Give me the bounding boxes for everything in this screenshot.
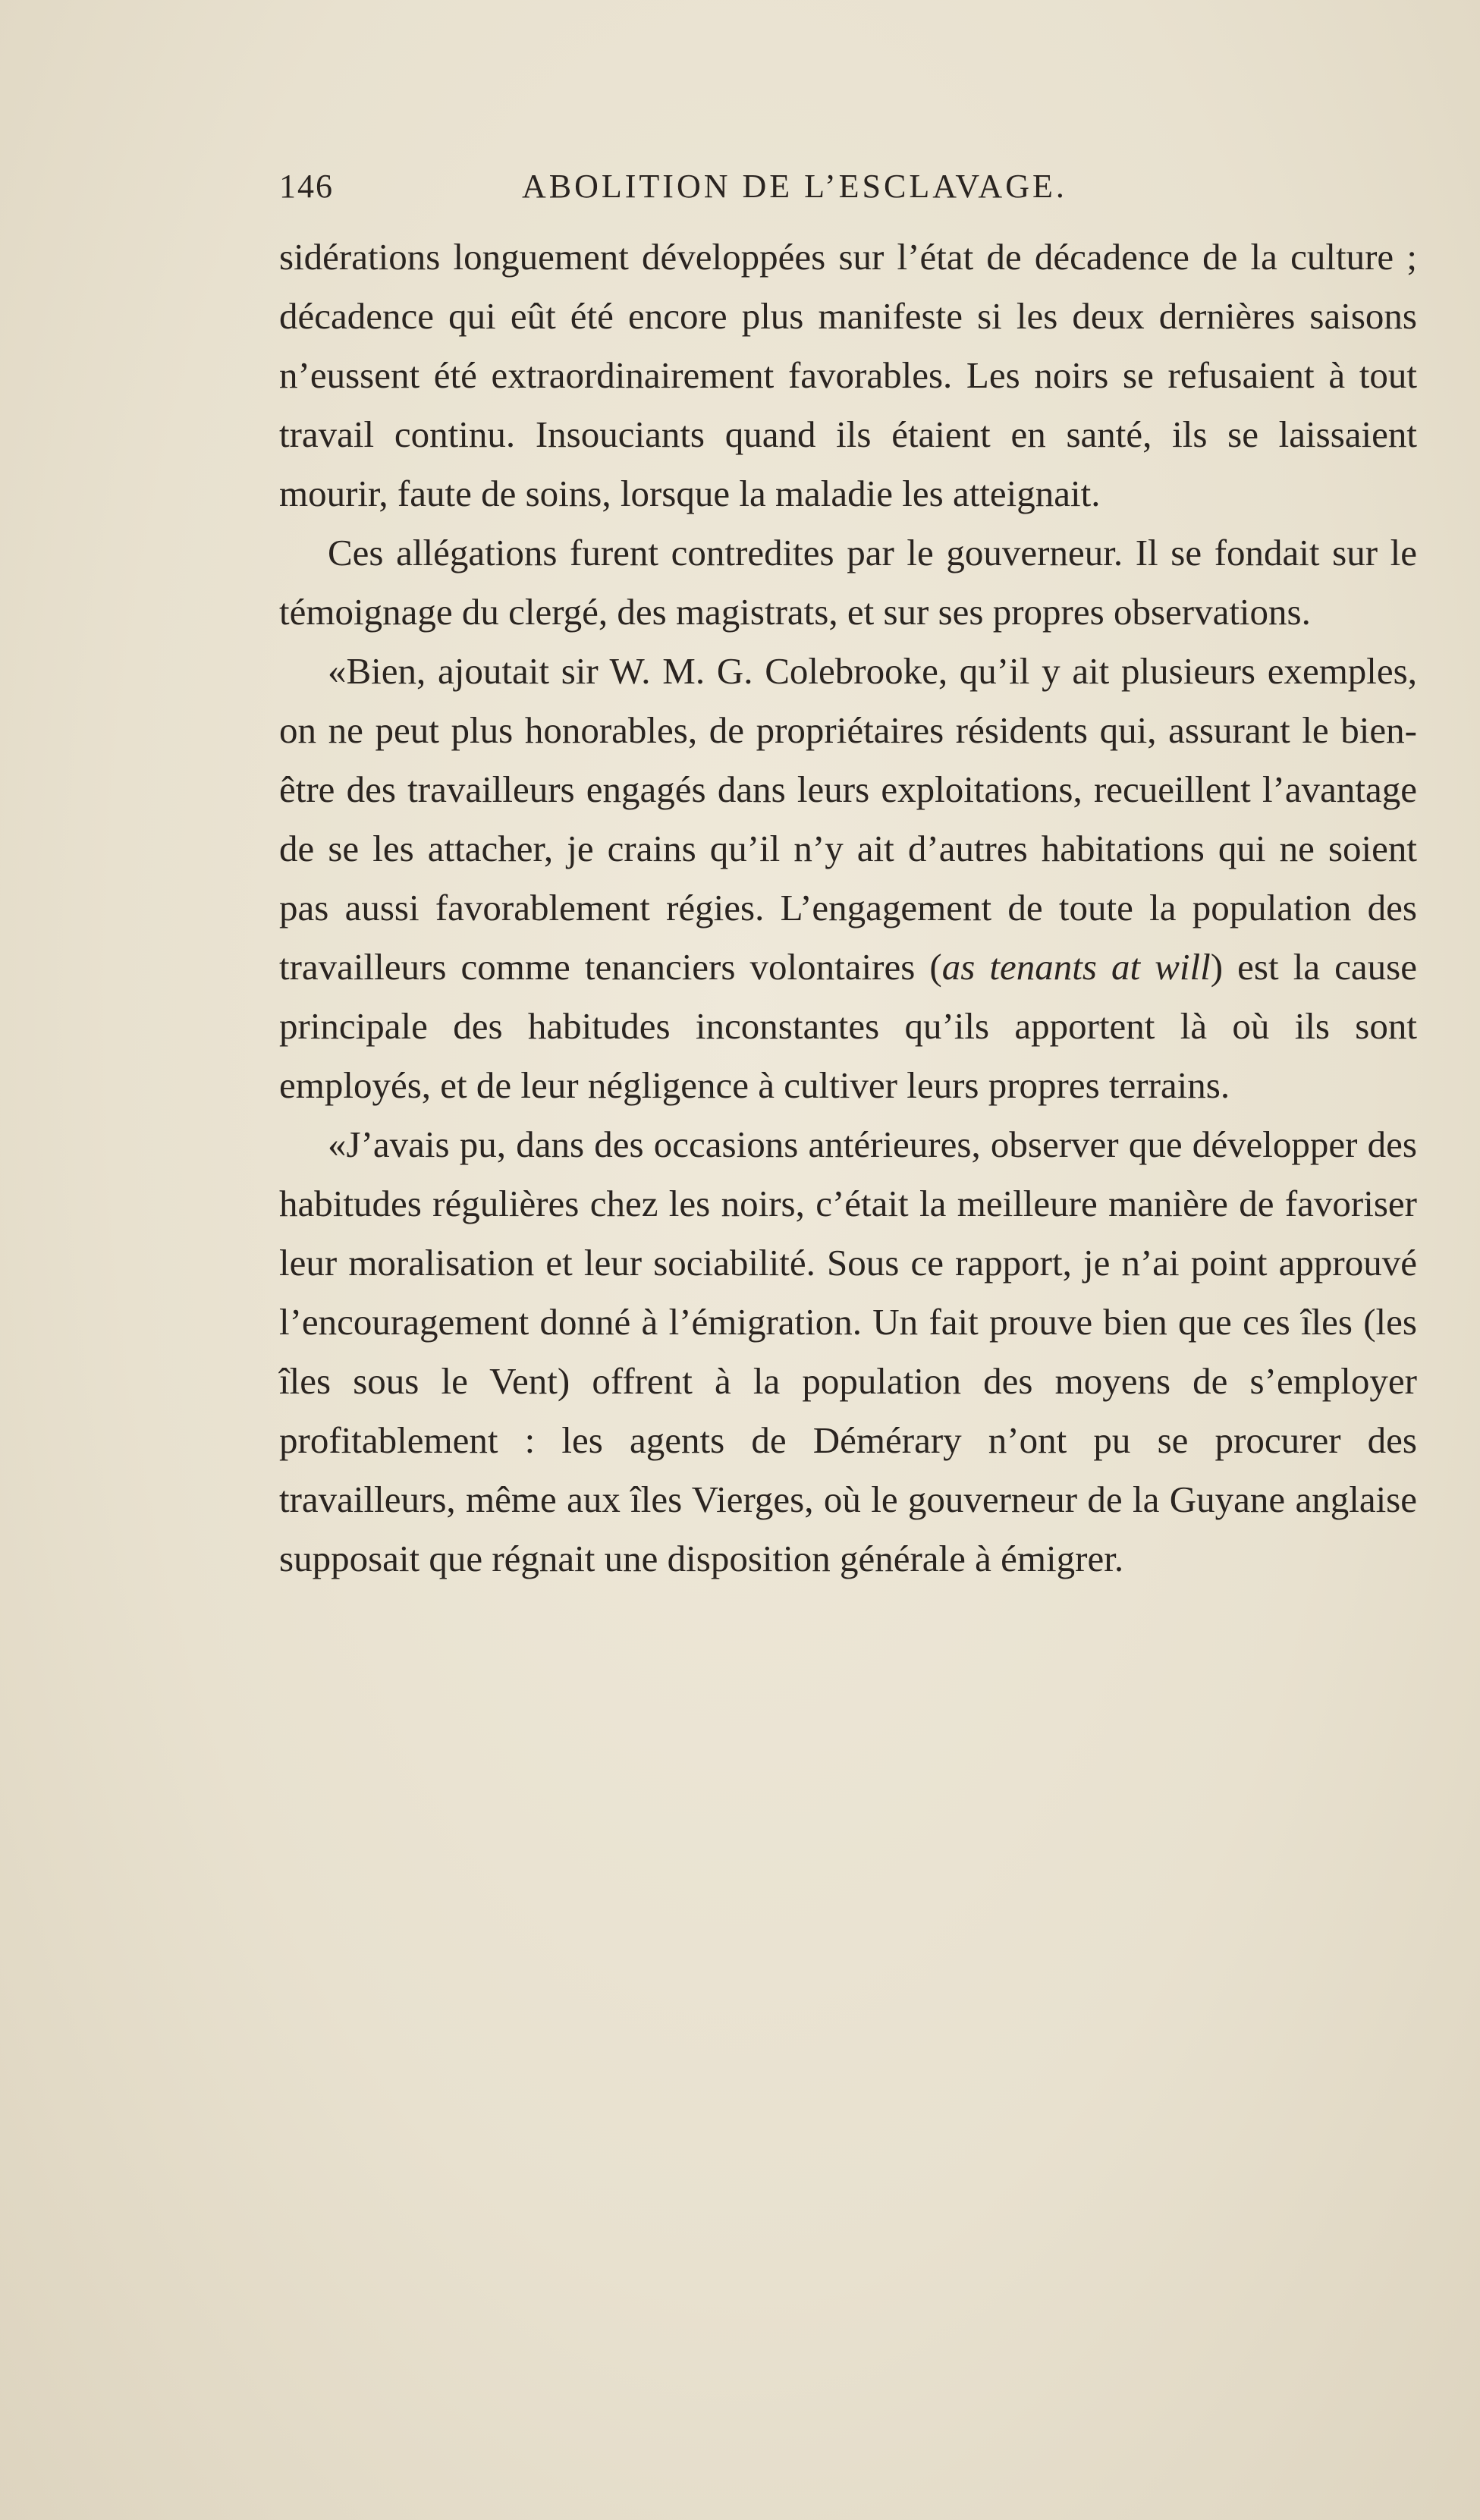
body-text — [279, 228, 1417, 1588]
running-title: ABOLITION DE L’ESCLAVAGE. — [522, 168, 1067, 205]
paragraph-2: Ces allégations furent contredites par le gouverneur. Il se fondait sur le témoignage du clergé, des magistrats, et sur ses propres observations. — [279, 532, 1417, 633]
page-number: 146 — [279, 168, 334, 205]
paragraph-1: sidérations longuement développées sur l’état de décadence de la culture ; décadence qui eût été encore plus manifeste si les deux dernières saisons n’eussent été extraordinairement favorables. Les noirs se refusaient à tout travail continu. Insouciants quand ils étaient en santé, ils se laissaient mourir, faute de soins, lorsque la maladie les atteignait. — [279, 236, 1417, 514]
paragraph-3 — [279, 642, 1417, 1115]
paragraph-4: «J’avais pu, dans des occasions antérieures, observer que développer des habitudes régulières chez les noirs, c’était la meilleure manière de favoriser leur moralisation et leur sociabilité. Sous ce rapport, je n’ai point approuvé l’encouragement donné à l’émigration. Un fait prouve bien que ces îles (les îles sous le Vent) offrent à la population des moyens de s’employer profitablement : les agents de Démérary n’ont pu se procurer des travailleurs, même aux îles Vierges, où le gouverneur de la Guyane anglaise supposait que régnait une disposition générale à émigrer. — [279, 1123, 1417, 1579]
paragraph-3-text-start: «Bien, ajoutait sir W. M. G. Colebrooke, qu’il y ait plusieurs exemples, on ne peut plus honorables, de propriétaires résidents qui, assurant le bien-être des travailleurs engagés dans leurs exploitations, recueillent l’avantage de se les attacher, je crains qu’il n’y ait d’autres habitations qui ne soient pas aussi favorablement régies. L’engagement de toute la population des travailleurs comme tenanciers volontaires ( — [279, 650, 1417, 988]
paragraph-3-text-end: ) est la cause principale des habitudes inconstantes qu’ils apportent là où ils sont employés, et de leur négligence à cultiver leurs propres terrains. — [279, 946, 1417, 1106]
page-header — [279, 167, 1447, 220]
paragraph-3-italic-phrase: as tenants at will — [941, 946, 1211, 988]
